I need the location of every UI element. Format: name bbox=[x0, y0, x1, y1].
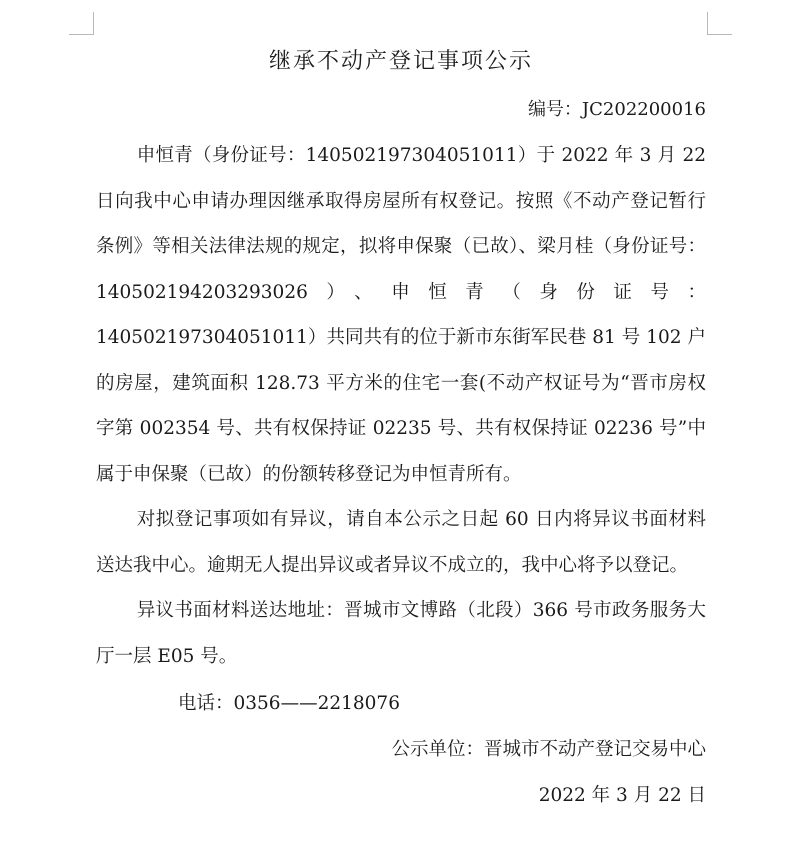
paragraph-objection: 对拟登记事项如有异议，请自本公示之日起 60 日内将异议书面材料送达我中心。逾期无人提出异议或者异议不成立的，我中心将予以登记。 bbox=[96, 509, 706, 576]
issuer-line: 公示单位：晋城市不动产登记交易中心 bbox=[391, 739, 706, 760]
paragraph-announcement: 申恒青（身份证号：140502197304051011）于 2022 年 3 月 22 日向我中心申请办理因继承取得房屋所有权登记。按照《不动产登记暂行条例》等相关法律法规的规定，拟将申保聚（已故）、梁月桂（身份证号：140502194203293026）、申恒青（身份证号：140502197304051011）共同共有的位于新市东街军民巷 81 号 102 户的房屋，建筑面积 128.73 平方米的住宅一套(不动产权证号为“晋市房权字第 002354 号、共有权保持证 02235 号、共有权保持证 02236 号”中属于申保聚（已故）的份额转移登记为申恒青所有。 bbox=[96, 145, 706, 485]
crop-mark-top-left bbox=[69, 12, 94, 35]
paragraph-address: 异议书面材料送达地址：晋城市文博路（北段）366 号市政务服务大厅一层 E05 号。 bbox=[96, 600, 706, 667]
document-page bbox=[96, 40, 706, 819]
crop-mark-top-right bbox=[707, 12, 732, 35]
document-title: 继承不动产登记事项公示 bbox=[268, 49, 533, 74]
phone-line: 电话：0356——2218076 bbox=[178, 693, 400, 714]
document-number: 编号：JC202200016 bbox=[527, 99, 706, 120]
date-line: 2022 年 3 月 22 日 bbox=[538, 785, 706, 806]
